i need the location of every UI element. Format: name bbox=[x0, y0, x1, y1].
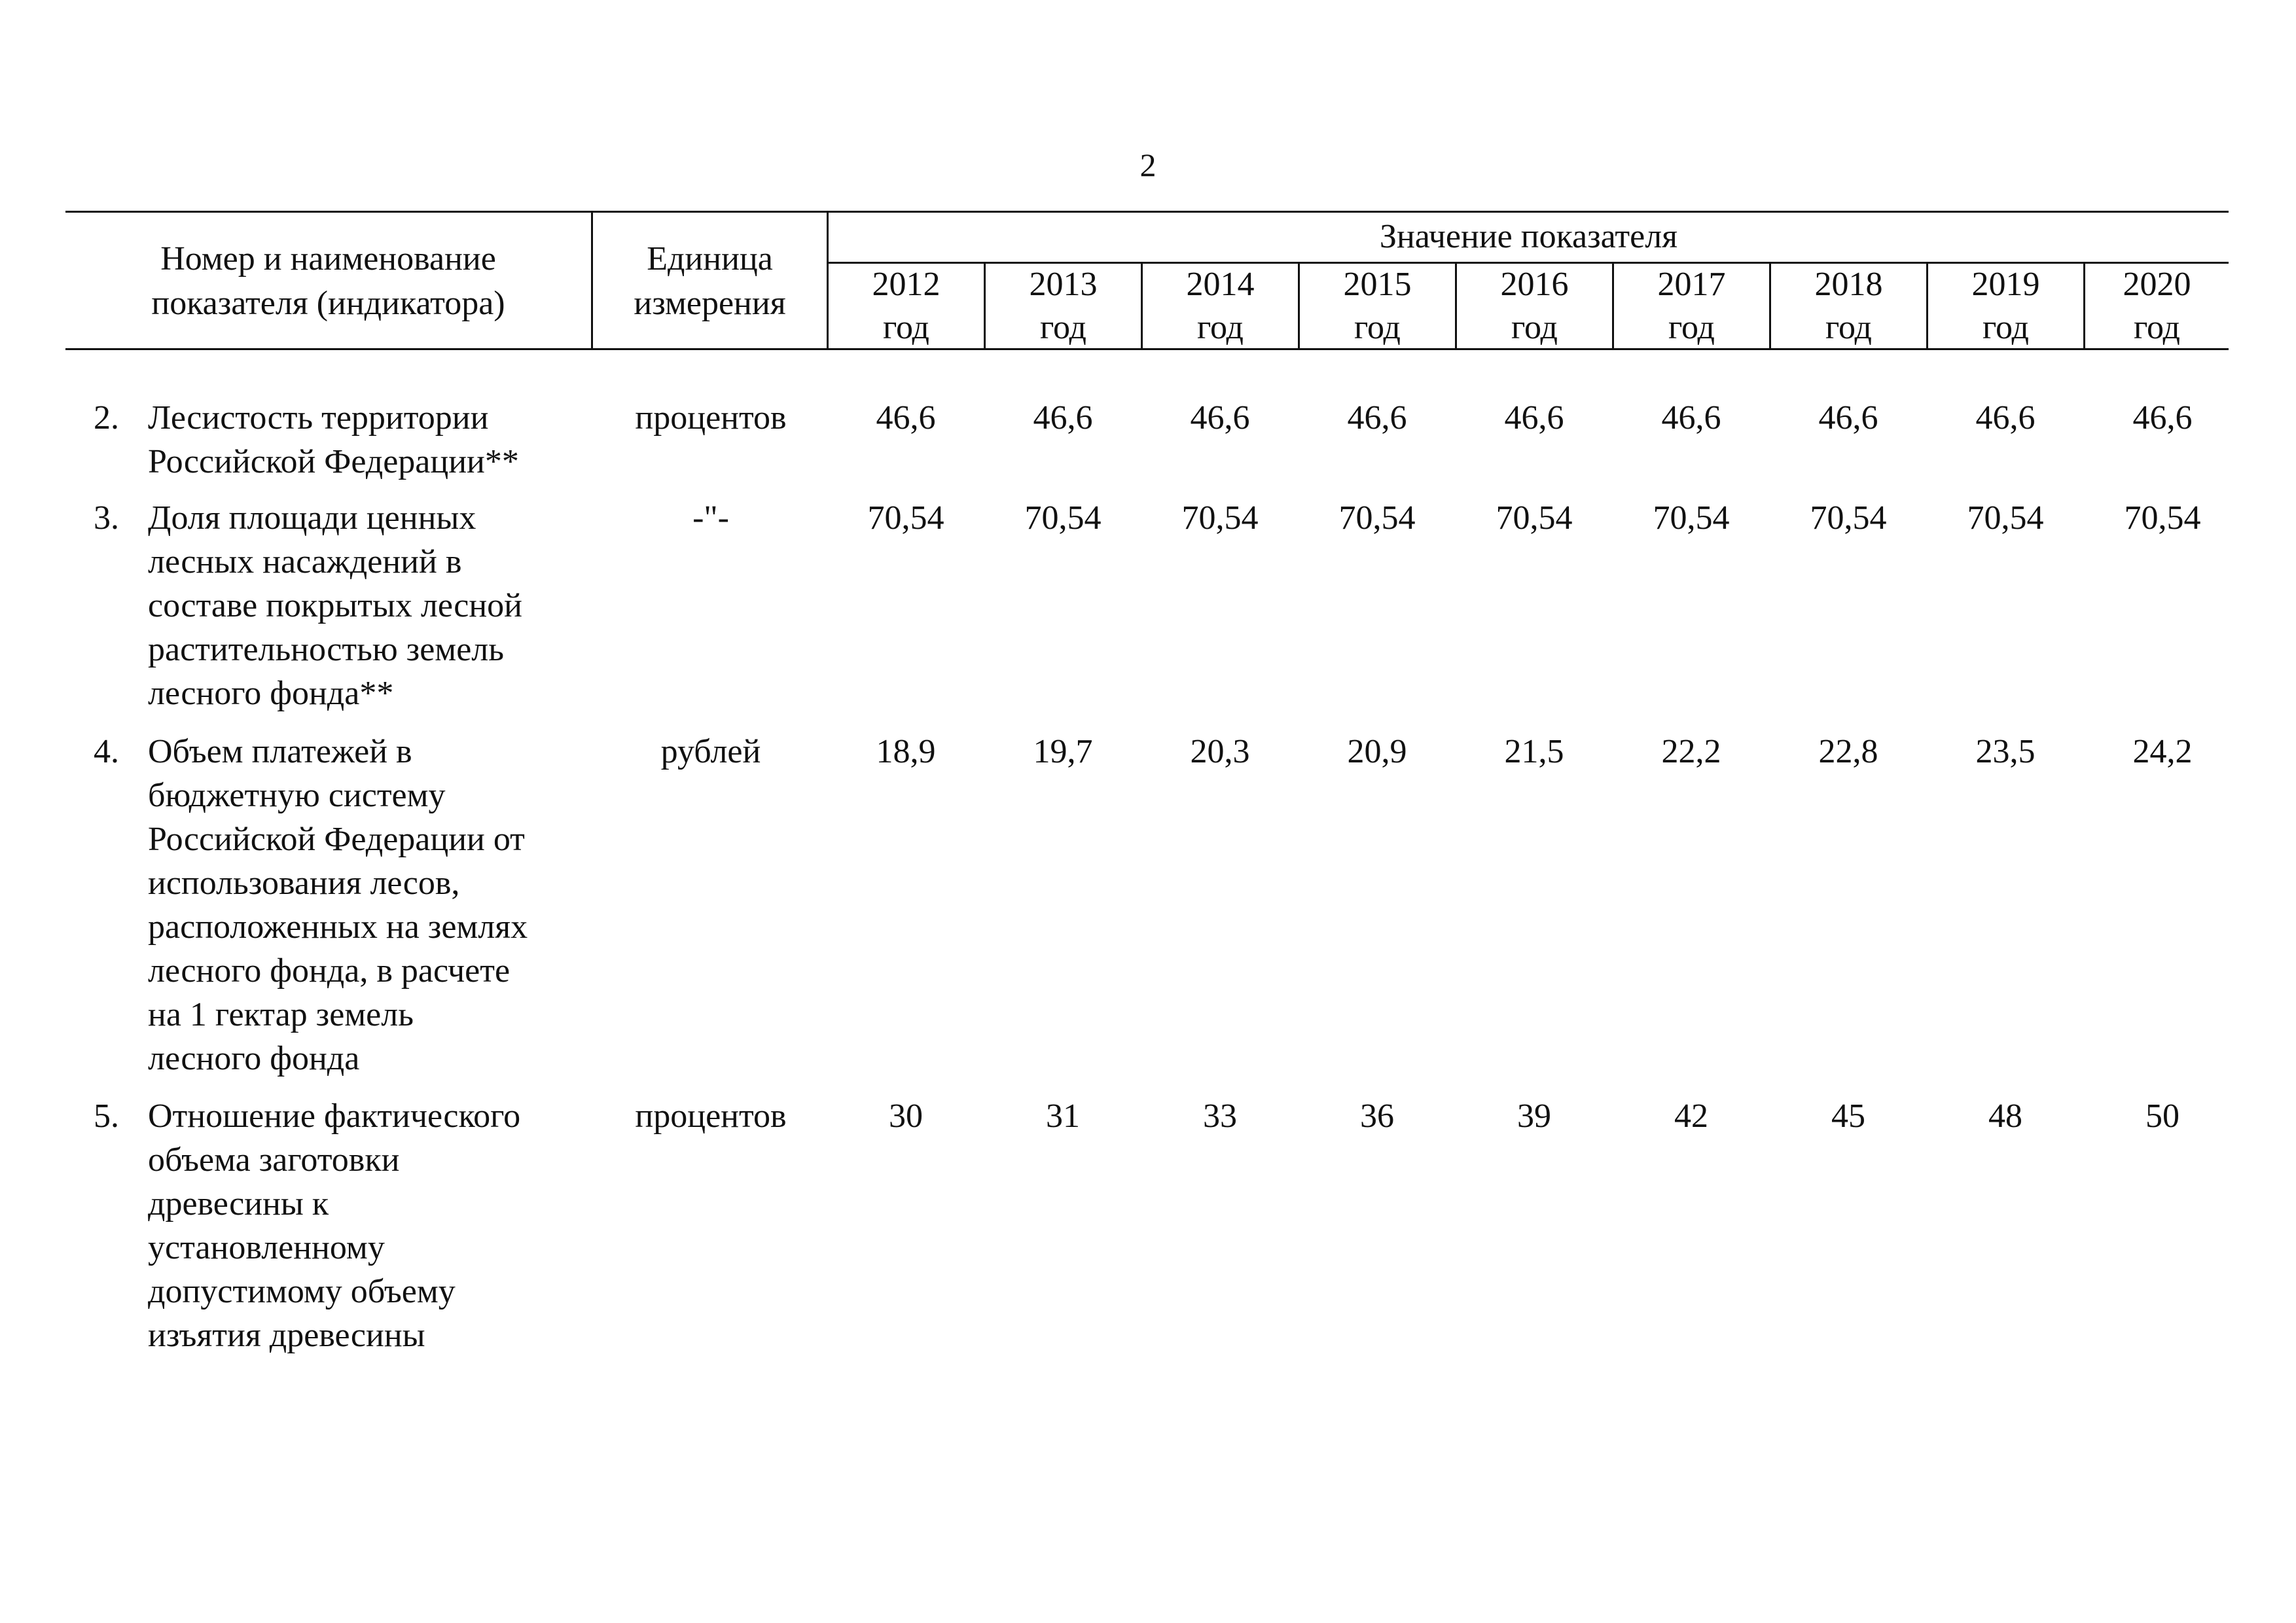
value-cell-2014: 20,3 bbox=[1190, 733, 1250, 770]
header-year-2020 bbox=[2085, 263, 2229, 349]
year-label: 2012 bbox=[872, 266, 941, 303]
header-year-2017 bbox=[1614, 263, 1769, 349]
value-cell-2012: 46,6 bbox=[876, 399, 936, 437]
value-cell-2012: 70,54 bbox=[867, 499, 944, 537]
year-label: 2019 bbox=[1971, 266, 2040, 303]
value-cell-2017: 22,2 bbox=[1661, 733, 1721, 770]
header-year-2015 bbox=[1300, 263, 1455, 349]
row-number: 2. bbox=[94, 399, 119, 437]
header-unit-line-1: Единица bbox=[647, 240, 773, 277]
value-cell-2014: 33 bbox=[1203, 1097, 1237, 1135]
col-sep-year bbox=[984, 262, 986, 350]
value-cell-2013: 31 bbox=[1046, 1097, 1080, 1135]
header-year-2016 bbox=[1457, 263, 1612, 349]
header-year-2019 bbox=[1928, 263, 2083, 349]
value-cell-2013: 46,6 bbox=[1033, 399, 1093, 437]
row-unit: рублей bbox=[660, 733, 761, 770]
value-cell-2014: 70,54 bbox=[1181, 499, 1259, 537]
value-cell-2020: 70,54 bbox=[2124, 499, 2201, 537]
value-cell-2016: 39 bbox=[1517, 1097, 1551, 1135]
col-sep-year bbox=[1769, 262, 1771, 350]
value-cell-2017: 70,54 bbox=[1653, 499, 1730, 537]
col-sep-year bbox=[1298, 262, 1300, 350]
value-cell-2015: 20,9 bbox=[1347, 733, 1407, 770]
year-label: 2017 bbox=[1657, 266, 1726, 303]
header-year-2013 bbox=[986, 263, 1141, 349]
header-top-rule bbox=[65, 211, 2229, 213]
year-label: 2013 bbox=[1029, 266, 1098, 303]
row-number: 4. bbox=[94, 733, 119, 770]
value-cell-2012: 18,9 bbox=[876, 733, 936, 770]
page-number: 2 bbox=[1139, 147, 1157, 183]
row-indicator-name: Объем платежей в бюджетную систему Российской Федерации от использования лесов, расположенных на землях лесного фонда, в расчете на 1 гектар земель лесного фонда bbox=[148, 733, 528, 1077]
header-unit bbox=[593, 237, 827, 326]
value-cell-2016: 46,6 bbox=[1504, 399, 1564, 437]
col-sep-year bbox=[1141, 262, 1143, 350]
year-suffix: год bbox=[1668, 309, 1715, 346]
year-label: 2015 bbox=[1343, 266, 1412, 303]
row-indicator-name: Доля площади ценных лесных насаждений в составе покрытых лесной растительностью земель лесного фонда** bbox=[148, 499, 522, 712]
row-indicator-name: Отношение фактического объема заготовки древесины к установленному допустимому объему изъятия древесины bbox=[148, 1097, 521, 1354]
row-indicator-name: Лесистость территории Российской Федерации** bbox=[148, 399, 519, 480]
col-sep-year bbox=[1926, 262, 1928, 350]
value-cell-2016: 21,5 bbox=[1504, 733, 1564, 770]
header-unit-line-2: измерения bbox=[634, 285, 786, 322]
value-cell-2012: 30 bbox=[889, 1097, 923, 1135]
year-suffix: год bbox=[1197, 309, 1244, 346]
header-value-group: Значение показателя bbox=[1379, 218, 1678, 255]
value-cell-2019: 70,54 bbox=[1967, 499, 2044, 537]
value-cell-2013: 19,7 bbox=[1033, 733, 1093, 770]
value-cell-2018: 22,8 bbox=[1818, 733, 1878, 770]
value-cell-2019: 23,5 bbox=[1975, 733, 2036, 770]
col-sep-year bbox=[1612, 262, 1614, 350]
value-cell-2020: 24,2 bbox=[2132, 733, 2193, 770]
year-suffix: год bbox=[1511, 309, 1558, 346]
year-suffix: год bbox=[1825, 309, 1872, 346]
value-cell-2020: 50 bbox=[2145, 1097, 2179, 1135]
header-year-2012 bbox=[829, 263, 984, 349]
year-suffix: год bbox=[1982, 309, 2029, 346]
header-bottom-rule bbox=[65, 348, 2229, 350]
value-cell-2017: 42 bbox=[1674, 1097, 1708, 1135]
year-suffix: год bbox=[1354, 309, 1401, 346]
year-label: 2016 bbox=[1500, 266, 1569, 303]
col-sep-indicator-unit bbox=[591, 211, 593, 350]
header-indicator-line-2: показателя (индикатора) bbox=[151, 285, 505, 322]
year-label: 2020 bbox=[2123, 266, 2191, 303]
col-sep-unit-values bbox=[827, 211, 829, 350]
value-cell-2015: 70,54 bbox=[1338, 499, 1416, 537]
header-indicator-line-1: Номер и наименование bbox=[160, 240, 496, 277]
year-label: 2014 bbox=[1186, 266, 1255, 303]
value-cell-2018: 46,6 bbox=[1818, 399, 1878, 437]
year-suffix: год bbox=[883, 309, 929, 346]
year-suffix: год bbox=[1040, 309, 1086, 346]
value-cell-2014: 46,6 bbox=[1190, 399, 1250, 437]
row-unit: процентов bbox=[635, 1097, 787, 1135]
value-cell-2015: 46,6 bbox=[1347, 399, 1407, 437]
value-cell-2020: 46,6 bbox=[2132, 399, 2193, 437]
value-cell-2018: 70,54 bbox=[1810, 499, 1887, 537]
value-cell-2016: 70,54 bbox=[1496, 499, 1573, 537]
col-sep-year bbox=[1455, 262, 1457, 350]
header-year-2014 bbox=[1143, 263, 1298, 349]
group-title-rule bbox=[828, 262, 2229, 264]
row-unit: -"- bbox=[692, 499, 729, 537]
header-indicator bbox=[65, 237, 591, 326]
row-number: 5. bbox=[94, 1097, 119, 1135]
value-cell-2015: 36 bbox=[1360, 1097, 1394, 1135]
value-cell-2018: 45 bbox=[1831, 1097, 1865, 1135]
value-cell-2019: 46,6 bbox=[1975, 399, 2036, 437]
row-number: 3. bbox=[94, 499, 119, 537]
year-suffix: год bbox=[2134, 309, 2180, 346]
value-cell-2013: 70,54 bbox=[1024, 499, 1102, 537]
row-unit: процентов bbox=[635, 399, 787, 437]
value-cell-2019: 48 bbox=[1988, 1097, 2022, 1135]
value-cell-2017: 46,6 bbox=[1661, 399, 1721, 437]
header-year-2018 bbox=[1771, 263, 1926, 349]
col-sep-year bbox=[2083, 262, 2085, 350]
year-label: 2018 bbox=[1814, 266, 1883, 303]
